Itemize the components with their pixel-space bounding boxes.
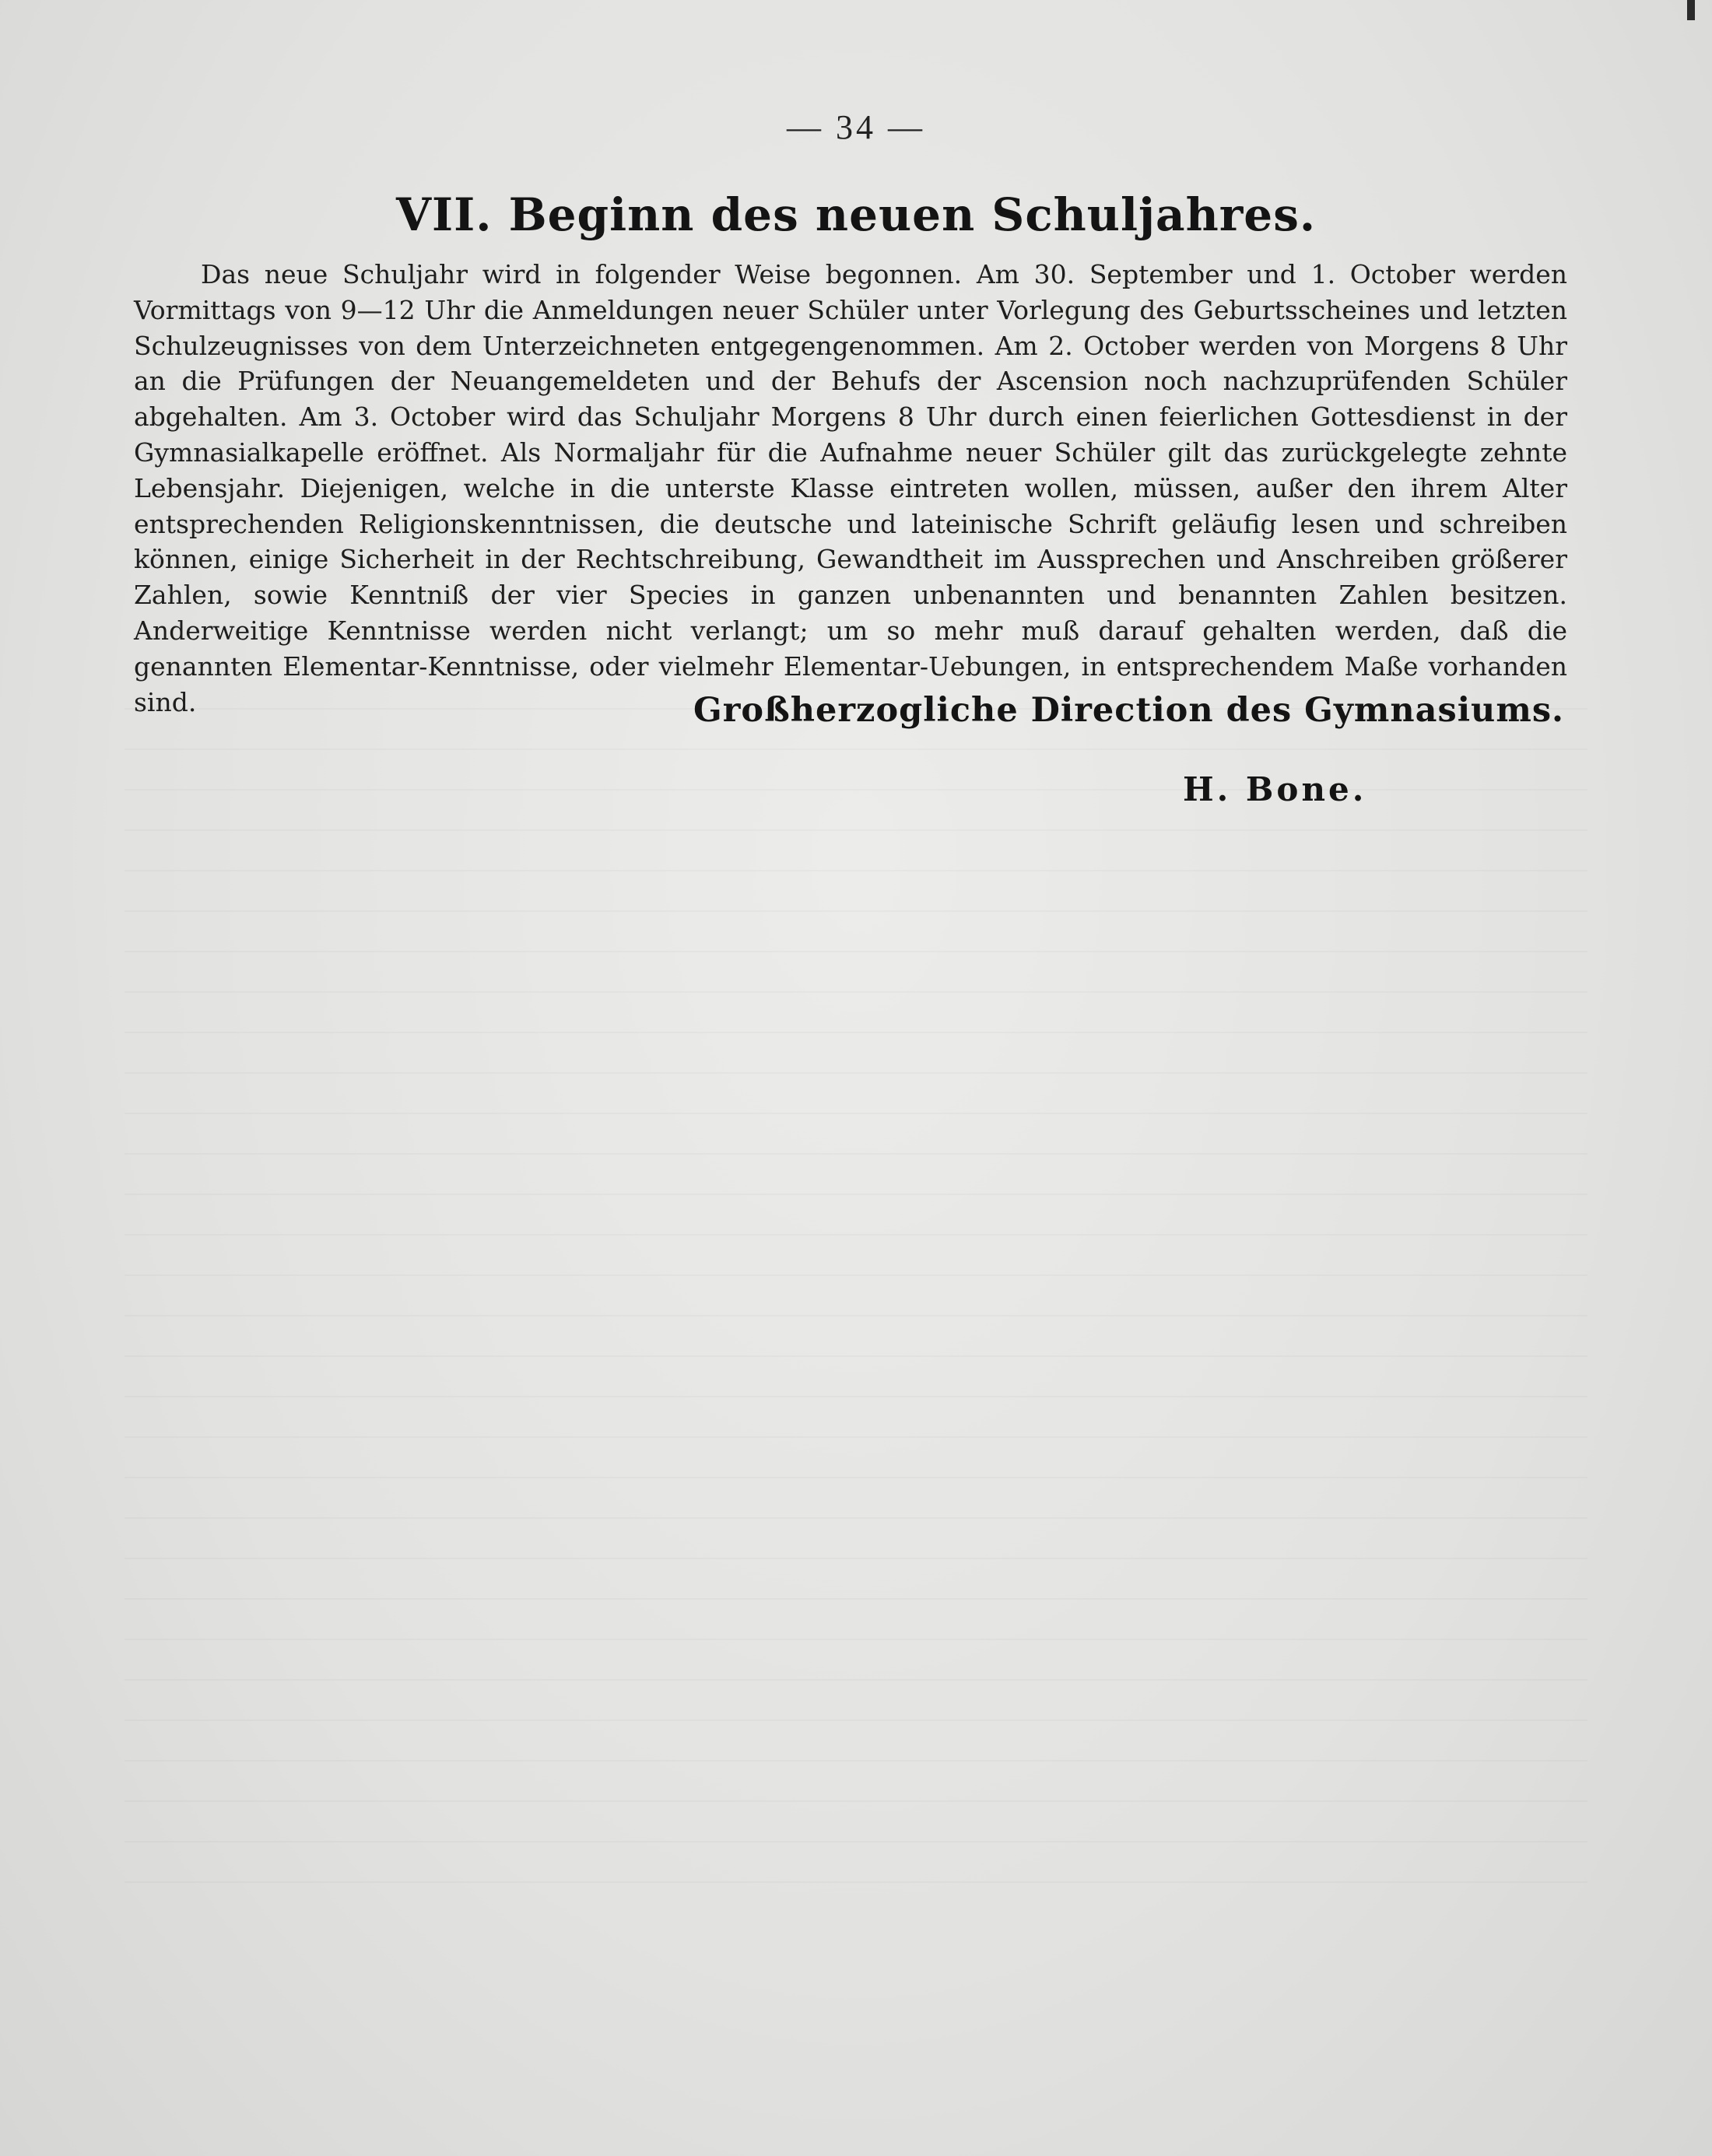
bleed-through-shadow (125, 669, 1587, 2147)
section-heading: VII. Beginn des neuen Schuljahres. (395, 188, 1317, 241)
signature-authority: Großherzogliche Direction des Gymnasiums. (693, 691, 1564, 730)
page-number: — 34 — (787, 108, 925, 146)
corner-ink-mark (1687, 0, 1695, 20)
section-body-paragraph: Das neue Schuljahr wird in folgender Weise begonnen. Am 30. September und 1. October werden Vormittags von 9—12 Uhr die Anmeldungen neuer Schüler unter Vorlegung des Geburtsscheines und letzten Schulzeugnisses von dem Unterzeichneten entgegengenommen. Am 2. October werden von Morgens 8 Uhr an die Prüfungen der Neuangemeldeten und der Behufs der Ascension noch nachzuprüfenden Schüler abgehalten. Am 3. October wird das Schuljahr Morgens 8 Uhr durch einen feierlichen Gottesdienst in der Gymnasialkapelle eröffnet. Als Normaljahr für die Aufnahme neuer Schüler gilt das zurückgelegte zehnte Lebensjahr. Diejenigen, welche in die unterste Klasse eintreten wollen, müssen, außer den ihrem Alter entsprechenden Religionskenntnissen, die deutsche und lateinische Schrift geläufig lesen und schreiben können, einige Sicherheit in der Rechtschreibung, Gewandtheit im Aussprechen und Anschreiben größerer Zahlen, sowie Kenntniß der vier Species in ganzen unbenannten und benannten Zahlen besitzen. Anderweitige Kenntnisse werden nicht verlangt; um so mehr muß darauf gehalten werden, daß die genannten Elementar-Kenntnisse, oder vielmehr Elementar-Uebungen, in entsprechendem Maße vorhanden sind. (134, 259, 1567, 717)
signature-name: H. Bone. (1183, 770, 1367, 808)
